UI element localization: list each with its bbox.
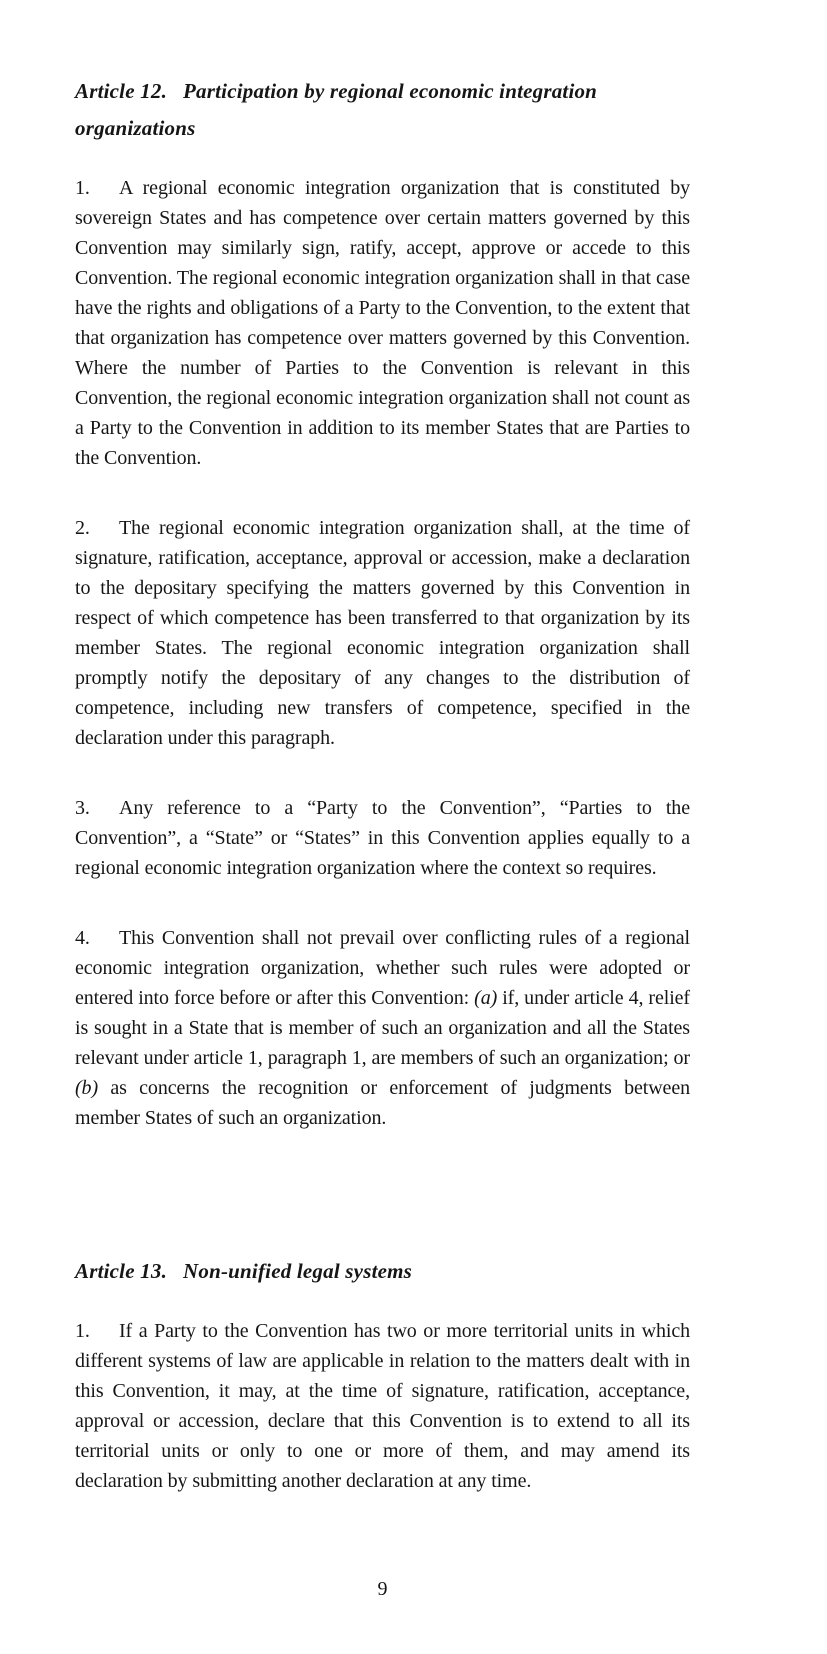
italic-marker-a: (a) — [474, 987, 498, 1009]
paragraph-text: The regional economic integration organization shall, at the time of signature, ratification, acceptance, approval or accession, make a declaration to the depositary specifying the matters governed by this Convention in respect of which competence has been transferred to that organization by its member States. The regional economic integration organization shall promptly notify the depositary of any changes to the distribution of competence, including new transfers of competence, specified in the declaration under this paragraph. — [75, 517, 690, 749]
paragraph-number: 4. — [75, 927, 90, 949]
article-13-section — [75, 1253, 690, 1496]
article-12-paragraph-1 — [75, 173, 690, 473]
paragraph-text-segment: This Convention shall not prevail over conflicting rules of a regional economic integration organization, whether such rules were adopted or entered into force before or after this Convention: — [75, 927, 690, 1009]
paragraph-number: 3. — [75, 797, 90, 819]
article-12-heading — [75, 73, 690, 147]
paragraph-number: 1. — [75, 1320, 90, 1342]
article-12-label: Article 12. — [75, 79, 168, 103]
paragraph-number: 2. — [75, 517, 90, 539]
article-13-paragraph-1 — [75, 1316, 690, 1496]
article-12-paragraph-4 — [75, 923, 690, 1133]
article-12-paragraph-3 — [75, 793, 690, 883]
article-12-section — [75, 73, 690, 1133]
article-13-title: Non-unified legal systems — [183, 1259, 413, 1283]
paragraph-text-segment: as concerns the recognition or enforcement of judgments between member States of such an organization. — [75, 1077, 690, 1129]
page-number: 9 — [377, 1578, 388, 1600]
paragraph-text: If a Party to the Convention has two or more territorial units in which different systems of law are applicable in relation to the matters dealt with in this Convention, it may, at the time of signature, ratification, acceptance, approval or accession, declare that this Convention is to extend to all its territorial units or only to one or more of them, and may amend its declaration by submitting another declaration at any time. — [75, 1320, 690, 1492]
paragraph-number: 1. — [75, 177, 90, 199]
article-13-heading — [75, 1253, 690, 1290]
article-12-paragraph-2 — [75, 513, 690, 753]
article-12-title: Participation by regional economic integration organizations — [75, 79, 598, 140]
article-13-label: Article 13. — [75, 1259, 168, 1283]
paragraph-text: Any reference to a “Party to the Convention”, “Parties to the Convention”, a “State” or “States” in this Convention applies equally to a regional economic integration organization where the context so requires. — [75, 797, 690, 879]
paragraph-text-segment: if, under article 4, relief is sought in a State that is member of such an organization and all the States relevant under article 1, paragraph 1, are members of such an organization; or — [75, 987, 690, 1069]
paragraph-text: A regional economic integration organization that is constituted by sovereign States and has competence over certain matters governed by this Convention may similarly sign, ratify, accept, approve or accede to this Convention. The regional economic integration organization shall in that case have the rights and obligations of a Party to the Convention, to the extent that that organization has competence over matters governed by this Convention. Where the number of Parties to the Convention is relevant in this Convention, the regional economic integration organization shall not count as a Party to the Convention in addition to its member States that are Parties to the Convention. — [75, 177, 690, 469]
italic-marker-b: (b) — [75, 1077, 99, 1099]
